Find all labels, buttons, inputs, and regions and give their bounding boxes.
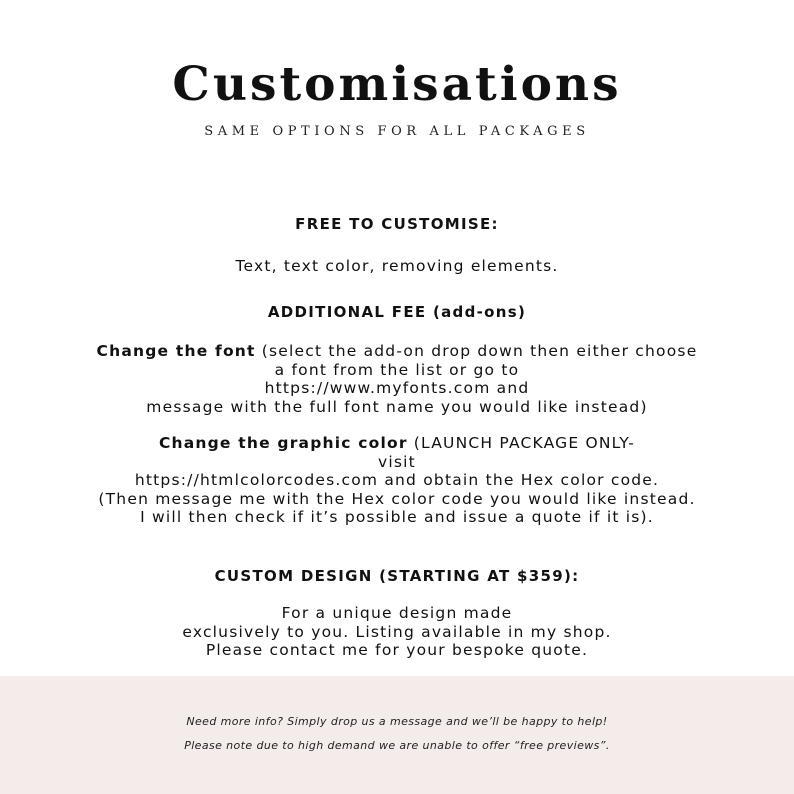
free-section <box>20 215 774 234</box>
change-font-block <box>20 342 774 416</box>
custom-line1: For a unique design made <box>281 604 513 622</box>
change-graphic-line1: (LAUNCH PACKAGE ONLY- <box>407 434 636 452</box>
change-font-line4: message with the full font name you would like instead) <box>146 397 648 416</box>
custom-line3: Please contact me for your bespoke quote. <box>205 641 589 659</box>
free-text: Text, text color, removing elements. <box>235 257 559 275</box>
change-graphic-line2: visit <box>378 452 416 471</box>
custom-section <box>20 567 774 586</box>
free-heading: FREE TO CUSTOMISE: <box>295 215 499 233</box>
change-graphic-line3: https://htmlcolorcodes.com and obtain the Hex color code. <box>134 471 660 489</box>
footer-note-previews: Please note due to high demand we are unable to offer “free previews”. <box>184 739 610 752</box>
free-text-block <box>20 257 774 276</box>
change-graphic-block <box>20 434 774 527</box>
custom-heading: CUSTOM DESIGN (STARTING AT $359): <box>214 567 580 585</box>
change-graphic-label: Change the graphic color <box>158 434 408 452</box>
change-font-line3: https://www.myfonts.com and <box>264 379 530 397</box>
change-font-label: Change the font <box>96 342 256 360</box>
footer-note-help: Need more info? Simply drop us a message and we’ll be happy to help! <box>186 715 608 728</box>
footer-banner <box>0 676 794 794</box>
page-subtitle: SAME OPTIONS FOR ALL PACKAGES <box>204 124 590 139</box>
change-font-line2: a font from the list or go to <box>274 360 520 379</box>
page-title: Customisations <box>172 57 622 112</box>
custom-text-block <box>20 604 774 660</box>
change-graphic-line4: (Then message me with the Hex color code you would like instead. <box>98 489 696 508</box>
additional-heading: ADDITIONAL FEE (add-ons) <box>267 303 527 321</box>
custom-line2: exclusively to you. Listing available in my shop. <box>182 622 612 641</box>
change-font-line1: (select the add-on drop down then either choose <box>255 342 698 360</box>
change-graphic-line5: I will then check if it’s possible and issue a quote if it is). <box>140 508 654 526</box>
additional-section <box>20 303 774 322</box>
